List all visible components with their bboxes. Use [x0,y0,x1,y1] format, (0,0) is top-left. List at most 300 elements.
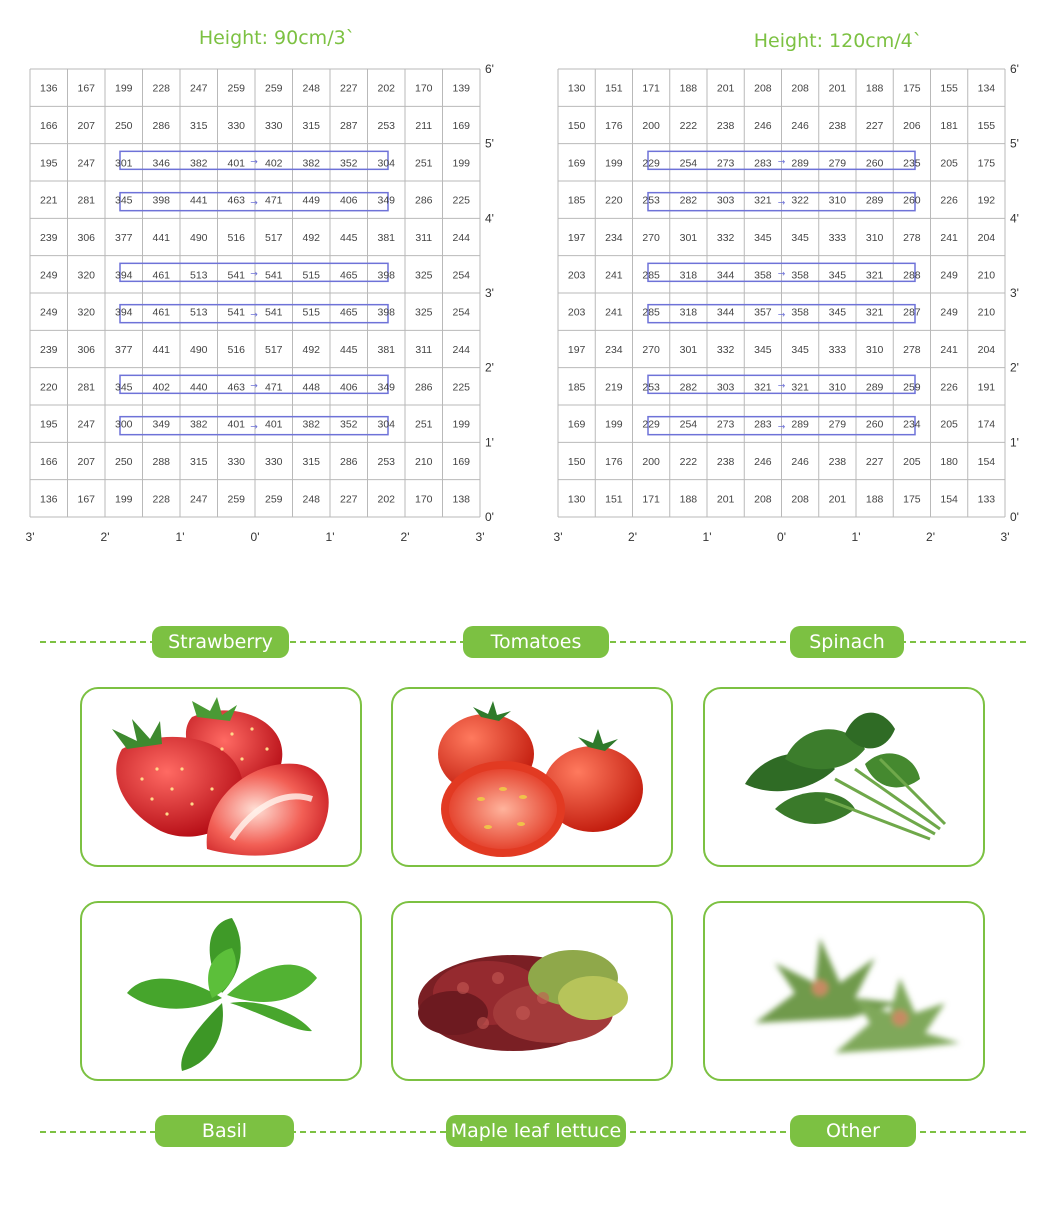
ppfd-value: 247 [189,493,208,506]
ppfd-value: 248 [302,82,321,95]
y-tick-label: 3' [485,286,494,300]
ppfd-value: 203 [567,269,586,282]
ppfd-value: 358 [791,306,809,319]
ppfd-value: 273 [716,157,735,170]
ppfd-value: 227 [865,456,884,468]
ppfd-value: 260 [865,418,884,431]
ppfd-value: 188 [679,82,698,95]
ppfd-value: 288 [152,456,171,468]
ppfd-value: 382 [302,157,321,170]
ppfd-value: 318 [679,269,698,282]
light-bar-arrow: → [250,310,258,321]
x-tick-label: 2' [400,530,410,544]
ppfd-value: 304 [377,418,396,431]
y-tick-label: 4' [485,211,494,226]
ppfd-value: 249 [940,269,958,282]
ppfd-value: 278 [903,232,921,244]
ppfd-value: 195 [39,157,58,170]
ppfd-value: 185 [567,194,586,207]
x-tick-label: 3' [475,530,485,544]
light-bar-arrow: → [250,198,258,209]
ppfd-value: 139 [452,82,471,95]
ppfd-value: 239 [39,232,58,244]
ppfd-value: 192 [977,194,996,207]
label-strawberry: Strawberry [152,626,289,658]
ppfd-value: 170 [414,493,433,506]
ppfd-value: 199 [605,418,623,431]
ppfd-value: 285 [642,306,660,319]
ppfd-value: 246 [791,120,809,132]
ppfd-value: 382 [189,418,208,431]
ppfd-value: 332 [716,344,735,356]
ppfd-value: 171 [642,82,660,95]
ppfd-value: 219 [605,381,623,394]
x-tick-label: 0' [250,530,260,544]
ppfd-value: 515 [302,306,321,319]
ppfd-value: 279 [828,418,847,431]
ppfd-value: 281 [77,381,96,394]
ppfd-value: 155 [940,82,958,95]
ppfd-value: 300 [114,418,133,431]
ppfd-value: 541 [227,269,246,282]
y-tick-label: 1' [485,435,494,450]
ppfd-value: 377 [114,232,133,244]
ppfd-value: 254 [679,418,698,431]
ppfd-value: 345 [754,232,772,244]
tomatoes-image [393,689,673,867]
ppfd-value: 176 [605,120,623,132]
ppfd-value: 229 [642,418,660,431]
ppfd-value: 130 [567,493,586,506]
ppfd-value: 246 [754,120,772,132]
ppfd-value: 402 [264,157,283,170]
ppfd-value: 325 [414,269,433,282]
ppfd-value: 382 [189,157,208,170]
ppfd-value: 349 [377,381,396,394]
ppfd-value: 227 [339,493,358,506]
ppfd-value: 541 [264,269,283,282]
ppfd-value: 241 [605,306,623,319]
ppfd-value: 220 [605,194,623,207]
ppfd-value: 205 [940,418,958,431]
ppfd-value: 398 [377,269,396,282]
card-strawberry [80,687,362,867]
chart-title-90cm: Height: 90cm/3` [198,27,356,49]
ppfd-value: 167 [77,493,96,506]
ppfd-value: 207 [77,120,96,132]
ppfd-value: 320 [77,306,96,319]
ppfd-value: 289 [865,381,884,394]
ppfd-value: 321 [865,306,884,319]
ppfd-value: 204 [977,232,996,244]
ppfd-value: 259 [227,82,246,95]
ppfd-value: 398 [152,194,171,207]
ppfd-value: 270 [642,344,660,356]
basil-image [82,903,362,1081]
ppfd-value: 201 [716,82,735,95]
ppfd-value: 246 [791,456,809,468]
ppfd-value: 315 [189,120,208,132]
ppfd-value: 195 [39,418,58,431]
label-other: Other [790,1115,916,1147]
lettuce-image [393,903,673,1081]
ppfd-value: 205 [940,157,958,170]
ppfd-value: 241 [940,344,958,356]
ppfd-value: 210 [977,269,996,282]
ppfd-value: 211 [415,120,433,132]
ppfd-value: 244 [452,232,471,244]
ppfd-value: 188 [865,493,884,506]
ppfd-value: 289 [865,194,884,207]
ppfd-value: 176 [605,456,623,468]
ppfd-value: 441 [189,194,208,207]
ppfd-value: 541 [227,306,246,319]
ppfd-value: 286 [339,456,358,468]
spinach-image [705,689,985,867]
ppfd-value: 463 [227,381,246,394]
ppfd-value: 398 [377,306,396,319]
card-spinach [703,687,985,867]
ppfd-value: 315 [302,120,321,132]
ppfd-value: 166 [39,120,58,132]
label-basil: Basil [155,1115,294,1147]
ppfd-value: 283 [754,418,772,431]
ppfd-value: 357 [754,306,772,319]
ppfd-value: 301 [114,157,133,170]
ppfd-value: 402 [152,381,171,394]
y-tick-label: 5' [1010,136,1019,151]
ppfd-value: 210 [414,456,433,468]
ppfd-value: 321 [865,269,884,282]
label-tomatoes: Tomatoes [463,626,609,658]
ppfd-value: 321 [754,381,772,394]
ppfd-value: 358 [791,269,809,282]
ppfd-value: 238 [716,456,735,468]
y-tick-label: 0' [1010,510,1019,524]
ppfd-value: 465 [339,306,358,319]
ppfd-value: 333 [828,344,847,356]
ppfd-value: 440 [189,381,208,394]
ppfd-value: 282 [679,194,698,207]
ppfd-value: 235 [903,157,921,170]
ppfd-value: 208 [754,82,772,95]
ppfd-value: 541 [264,306,283,319]
ppfd-value: 138 [452,493,471,506]
ppfd-value: 248 [302,493,321,506]
ppfd-value: 306 [77,232,96,244]
x-tick-label: 2' [926,530,935,544]
ppfd-value: 247 [77,157,96,170]
ppfd-value: 166 [39,456,58,468]
ppfd-value: 283 [754,157,772,170]
ppfd-value: 345 [114,194,133,207]
ppfd-value: 241 [605,269,623,282]
ppfd-value: 234 [605,344,623,356]
ppfd-value: 260 [903,194,921,207]
ppfd-value: 463 [227,194,246,207]
ppfd-value: 188 [679,493,698,506]
ppfd-value: 448 [302,381,321,394]
ppfd-value: 330 [264,456,283,468]
ppfd-value: 465 [339,269,358,282]
ppfd-value: 202 [377,82,396,95]
ppfd-value: 234 [605,232,623,244]
ppfd-value: 406 [339,194,358,207]
ppfd-value: 199 [452,157,471,170]
chart-title-120cm: Height: 120cm/4` [753,30,923,52]
ppfd-value: 208 [791,82,809,95]
light-bar-arrow: → [777,157,786,168]
ppfd-value: 228 [152,493,171,506]
label-spinach: Spinach [790,626,904,658]
ppfd-value: 401 [264,418,283,431]
ppfd-value: 517 [264,344,283,356]
x-tick-label: 1' [325,530,335,544]
ppfd-value: 352 [339,157,358,170]
ppfd-value: 321 [754,194,772,207]
ppfd-value: 310 [865,344,884,356]
ppfd-value: 238 [828,120,847,132]
light-bar-arrow: → [777,422,786,433]
card-lettuce [391,901,673,1081]
ppfd-value: 301 [679,344,698,356]
light-bar-arrow: → [777,381,786,392]
ppfd-value: 246 [754,456,772,468]
ppfd-value: 229 [642,157,660,170]
ppfd-value: 136 [39,82,58,95]
strawberry-image [82,689,362,867]
ppfd-value: 244 [452,344,471,356]
ppfd-value: 134 [977,82,996,95]
ppfd-value: 259 [264,82,283,95]
ppfd-value: 203 [567,306,586,319]
x-tick-label: 3' [553,530,563,544]
ppfd-value: 287 [903,306,921,319]
label-maple-leaf-lettuce: Maple leaf lettuce [446,1115,626,1147]
ppfd-value: 201 [716,493,735,506]
ppfd-value: 349 [377,194,396,207]
light-bar-arrow: → [250,269,258,280]
ppfd-value: 394 [114,306,133,319]
ppfd-value: 273 [716,418,735,431]
ppfd-value: 285 [642,269,660,282]
ppfd-value: 133 [977,493,996,506]
ppfd-value: 260 [865,157,884,170]
ppfd-value: 259 [903,381,921,394]
ppfd-value: 199 [114,493,133,506]
ppfd-value: 330 [227,456,246,468]
ppfd-value: 345 [754,344,772,356]
ppfd-value: 185 [567,381,586,394]
ppfd-value: 441 [152,232,171,244]
ppfd-value: 169 [452,456,471,468]
ppfd-value: 225 [452,194,471,207]
ppfd-value: 461 [152,269,171,282]
ppfd-value: 517 [264,232,283,244]
ppfd-value: 279 [828,157,847,170]
y-tick-label: 5' [485,136,494,151]
ppfd-value: 175 [903,493,921,506]
ppfd-value: 175 [903,82,921,95]
ppfd-value: 281 [77,194,96,207]
ppfd-value: 197 [567,344,586,356]
ppfd-value: 253 [377,456,396,468]
ppfd-value: 171 [642,493,660,506]
ppfd-value: 151 [605,493,623,506]
ppfd-value: 289 [791,157,809,170]
ppfd-value: 150 [567,120,586,132]
ppfd-value: 247 [77,418,96,431]
ppfd-value: 226 [940,194,958,207]
ppfd-value: 445 [339,232,358,244]
ppfd-value: 222 [679,456,698,468]
ppfd-value: 303 [716,381,735,394]
ppfd-value: 205 [903,456,921,468]
ppfd-value: 303 [716,194,735,207]
ppfd-value: 250 [114,456,133,468]
ppfd-value: 208 [791,493,809,506]
ppfd-value: 188 [865,82,884,95]
ppfd-value: 253 [642,194,660,207]
ppfd-value: 320 [77,269,96,282]
ppfd-value: 220 [39,381,58,394]
ppfd-value: 169 [567,418,586,431]
ppfd-value: 259 [264,493,283,506]
ppfd-value: 513 [189,306,208,319]
ppfd-value: 130 [567,82,586,95]
y-tick-label: 3' [1010,286,1019,300]
ppfd-value: 204 [977,344,996,356]
other-plant-image [705,903,985,1081]
ppfd-value: 322 [791,194,809,207]
ppfd-value: 259 [227,493,246,506]
x-tick-label: 3' [25,530,35,544]
ppfd-value: 167 [77,82,96,95]
ppfd-value: 228 [152,82,171,95]
x-tick-label: 0' [777,530,786,544]
ppfd-value: 207 [77,456,96,468]
ppfd-value: 154 [940,493,958,506]
x-tick-label: 1' [851,530,861,544]
ppfd-value: 516 [227,232,246,244]
card-other [703,901,985,1081]
ppfd-value: 441 [152,344,171,356]
ppfd-value: 270 [642,232,660,244]
ppfd-value: 381 [377,232,396,244]
ppfd-value: 471 [264,194,283,207]
ppfd-value: 394 [114,269,133,282]
ppfd-value: 197 [567,232,586,244]
ppfd-value: 516 [227,344,246,356]
ppfd-value: 202 [377,493,396,506]
ppfd-value: 253 [642,381,660,394]
ppfd-value: 254 [452,269,471,282]
x-tick-label: 1' [702,530,712,544]
card-tomatoes [391,687,673,867]
ppfd-value: 315 [302,456,321,468]
ppfd-value: 310 [828,381,847,394]
ppfd-value: 490 [189,344,208,356]
ppfd-value: 278 [903,344,921,356]
ppfd-value: 254 [679,157,698,170]
ppfd-value: 226 [940,381,958,394]
ppfd-value: 445 [339,344,358,356]
card-basil [80,901,362,1081]
ppfd-value: 150 [567,456,586,468]
ppfd-value: 239 [39,344,58,356]
y-tick-label: 6' [1010,62,1019,76]
ppfd-value: 304 [377,157,396,170]
ppfd-value: 286 [414,381,433,394]
ppfd-value: 201 [828,493,847,506]
ppfd-value: 332 [716,232,735,244]
y-tick-label: 2' [485,360,494,375]
ppfd-value: 345 [114,381,133,394]
ppfd-value: 180 [940,456,958,468]
ppfd-value: 251 [414,157,433,170]
ppfd-value: 306 [77,344,96,356]
ppfd-value: 325 [414,306,433,319]
x-tick-label: 1' [175,530,185,544]
ppfd-value: 358 [754,269,772,282]
light-bar-arrow: → [777,310,786,321]
ppfd-value: 349 [152,418,171,431]
ppfd-value: 345 [791,232,809,244]
x-tick-label: 3' [1000,530,1010,544]
ppfd-value: 206 [903,120,921,132]
ppfd-value: 471 [264,381,283,394]
ppfd-value: 174 [977,418,996,431]
ppfd-value: 199 [114,82,133,95]
ppfd-value: 515 [302,269,321,282]
ppfd-value: 286 [152,120,171,132]
ppfd-value: 154 [977,456,996,468]
ppfd-value: 208 [754,493,772,506]
y-tick-label: 2' [1010,360,1019,375]
ppfd-value: 175 [977,157,996,170]
ppfd-value: 136 [39,493,58,506]
ppfd-value: 492 [302,344,321,356]
ppfd-value: 201 [828,82,847,95]
ppfd-value: 401 [227,157,246,170]
ppfd-value: 318 [679,306,698,319]
ppfd-value: 238 [716,120,735,132]
ppfd-value: 238 [828,456,847,468]
ppfd-value: 250 [114,120,133,132]
ppfd-value: 170 [414,82,433,95]
ppfd-value: 401 [227,418,246,431]
ppfd-grid-90cm [0,0,1060,560]
ppfd-value: 346 [152,157,171,170]
ppfd-value: 169 [567,157,586,170]
ppfd-value: 311 [415,232,433,244]
ppfd-value: 345 [828,306,847,319]
ppfd-value: 344 [716,269,735,282]
ppfd-value: 513 [189,269,208,282]
ppfd-value: 382 [302,418,321,431]
ppfd-value: 381 [377,344,396,356]
light-bar-arrow: → [250,422,258,433]
ppfd-value: 155 [977,120,996,132]
light-bar-arrow: → [250,381,258,392]
ppfd-value: 352 [339,418,358,431]
ppfd-value: 225 [452,381,471,394]
x-tick-label: 2' [100,530,110,544]
ppfd-value: 321 [791,381,809,394]
ppfd-value: 169 [452,120,471,132]
ppfd-value: 310 [828,194,847,207]
ppfd-value: 241 [940,232,958,244]
